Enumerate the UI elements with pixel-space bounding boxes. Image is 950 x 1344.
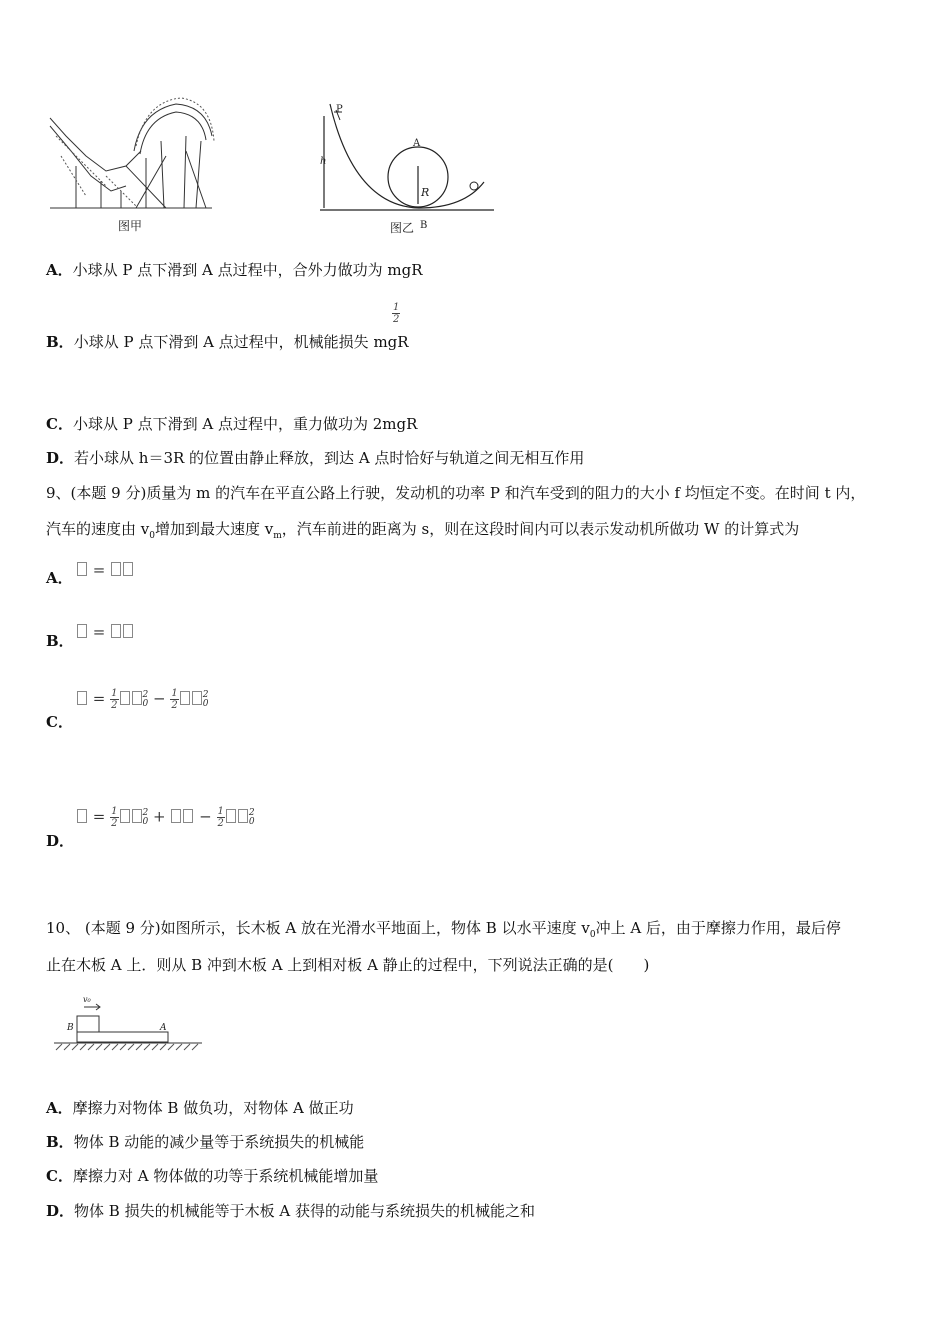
figure-caption-left: 图甲	[118, 219, 143, 233]
option-letter: D．	[46, 1202, 75, 1220]
fraction-numerator: 1	[111, 688, 118, 699]
fraction	[110, 688, 118, 711]
equals-sign: =	[92, 623, 106, 641]
subscript: 0	[142, 698, 149, 709]
fraction-numerator: 1	[393, 302, 400, 313]
option-text: 小球从 P 点下滑到 A 点过程中，机械能损失 mgR	[73, 333, 409, 351]
q9-option-b-equation	[76, 623, 134, 641]
q9-option-b-letter: B．	[46, 632, 74, 650]
q10-option-a	[46, 1098, 354, 1118]
minus-sign: −	[199, 807, 212, 826]
placeholder-glyph	[132, 809, 142, 823]
question-number: 10、	[46, 919, 81, 937]
placeholder-glyph	[238, 809, 248, 823]
option-text: 小球从 P 点下滑到 A 点过程中，合外力做功为 mgR	[72, 261, 423, 279]
text-part: (本题 9 分)如图所示，长木板 A 放在光滑水平地面上，物体 B 以水平速度 v	[80, 919, 590, 937]
placeholder-glyph	[226, 809, 236, 823]
equals-sign: =	[92, 807, 106, 826]
subscript: 0	[202, 698, 209, 709]
q9-option-a-equation	[76, 561, 134, 579]
label-p: P	[336, 104, 343, 115]
placeholder-glyph	[111, 562, 121, 576]
option-letter: D．	[46, 449, 75, 467]
text-part: 冲上 A 后，由于摩擦力作用，最后停	[595, 919, 841, 937]
question-text: 止在木板 A 上．则从 B 冲到木板 A 上到相对板 A 静止的过程中，下列说法正确的是( )	[46, 956, 650, 974]
q9-option-d-equation	[76, 806, 255, 829]
q9-stem-line1	[46, 483, 865, 503]
super-sub-script	[143, 691, 149, 709]
placeholder-glyph	[192, 691, 202, 705]
option-text: 物体 B 损失的机械能等于木板 A 获得的动能与系统损失的机械能之和	[74, 1202, 535, 1220]
placeholder-glyph	[132, 691, 142, 705]
option-text: 小球从 P 点下滑到 A 点过程中，重力做功为 2mgR	[72, 415, 418, 433]
option-text: 若小球从 h＝3R 的位置由静止释放，到达 A 点时恰好与轨道之间无相互作用	[74, 449, 585, 467]
q9-option-a-letter: A．	[46, 569, 73, 587]
question-text: (本题 9 分)质量为 m 的汽车在平直公路上行驶，发动机的功率 P 和汽车受到的阻力的大小 f 均恒定不变。在时间 t 内，	[70, 484, 866, 502]
option-text: 摩擦力对 A 物体做的功等于系统机械能增加量	[72, 1167, 379, 1185]
fraction-denominator: 2	[171, 700, 178, 711]
option-text: 物体 B 动能的减少量等于系统损失的机械能	[73, 1133, 365, 1151]
subscript: 0	[149, 531, 155, 541]
label-b: B	[420, 220, 428, 231]
superscript: 2	[142, 807, 149, 818]
super-sub-script	[143, 809, 149, 827]
ball	[470, 182, 478, 190]
q8-option-b	[46, 332, 409, 352]
roller-coaster-photo	[46, 96, 216, 241]
figure-caption-right: 图乙	[390, 221, 415, 235]
placeholder-glyph	[120, 809, 130, 823]
option-letter: B．	[46, 1133, 74, 1151]
equals-sign: =	[92, 561, 106, 579]
label-v0: v₀	[83, 995, 91, 1004]
loop-track-diagram	[314, 96, 504, 241]
fraction	[170, 688, 178, 711]
placeholder-glyph	[77, 691, 87, 705]
text-part: 汽车的速度由 v	[46, 520, 150, 538]
text-part: 增加到最大速度 v	[154, 520, 274, 538]
placeholder-glyph	[77, 562, 87, 576]
placeholder-glyph	[171, 809, 181, 823]
plus-sign: +	[153, 807, 166, 826]
placeholder-glyph	[180, 691, 190, 705]
super-sub-script	[203, 691, 209, 709]
q10-stem-line1	[46, 918, 841, 945]
q9-stem-line2	[46, 519, 799, 546]
fraction-denominator: 2	[393, 314, 400, 325]
q10-option-c	[46, 1166, 378, 1186]
fraction-denominator: 2	[111, 700, 118, 711]
option-letter: C．	[46, 1167, 73, 1185]
option-letter: A．	[46, 1099, 73, 1117]
subscript: m	[273, 531, 282, 541]
q8-option-d	[46, 448, 584, 468]
placeholder-glyph	[77, 624, 87, 638]
q9-option-c-equation	[76, 688, 209, 711]
superscript: 2	[142, 689, 149, 700]
superscript: 2	[248, 807, 255, 818]
fraction-numerator: 1	[111, 806, 118, 817]
fraction-denominator: 2	[217, 818, 224, 829]
fraction	[110, 806, 118, 829]
fraction-numerator: 1	[171, 688, 178, 699]
placeholder-glyph	[183, 809, 193, 823]
subscript: 0	[589, 930, 596, 940]
placeholder-glyph	[120, 691, 130, 705]
q10-stem-line2	[46, 955, 649, 975]
q10-option-b	[46, 1132, 364, 1152]
label-h: h	[320, 156, 327, 167]
subscript: 0	[142, 816, 149, 827]
q9-option-c-letter: C．	[46, 713, 73, 731]
q9-option-d-letter: D．	[46, 832, 75, 850]
question-number: 9、	[46, 484, 71, 502]
placeholder-glyph	[77, 809, 87, 823]
placeholder-glyph	[123, 562, 133, 576]
superscript: 2	[202, 689, 209, 700]
subscript: 0	[248, 816, 255, 827]
label-block-b: B	[67, 1023, 74, 1033]
fraction-denominator: 2	[111, 818, 118, 829]
super-sub-script	[249, 809, 255, 827]
q10-option-d	[46, 1201, 535, 1221]
label-r: R	[421, 186, 430, 199]
q8-option-a	[46, 260, 423, 280]
board-block-diagram	[50, 990, 210, 1056]
q8-option-c	[46, 414, 417, 434]
fraction	[217, 806, 225, 829]
option-letter: A．	[46, 261, 73, 279]
option-letter: B．	[46, 333, 74, 351]
option-letter: C．	[46, 415, 73, 433]
text-part: ，汽车前进的距离为 s，则在这段时间内可以表示发动机所做功 W 的计算式为	[281, 520, 800, 538]
label-a: A	[413, 138, 421, 149]
placeholder-glyph	[111, 624, 121, 638]
fraction-numerator: 1	[217, 806, 224, 817]
placeholder-glyph	[123, 624, 133, 638]
option-text: 摩擦力对物体 B 做负功，对物体 A 做正功	[72, 1099, 354, 1117]
q8-b-fraction	[392, 302, 400, 325]
equals-sign: =	[92, 689, 106, 708]
label-board-a: A	[160, 1023, 167, 1033]
minus-sign: −	[153, 689, 166, 708]
